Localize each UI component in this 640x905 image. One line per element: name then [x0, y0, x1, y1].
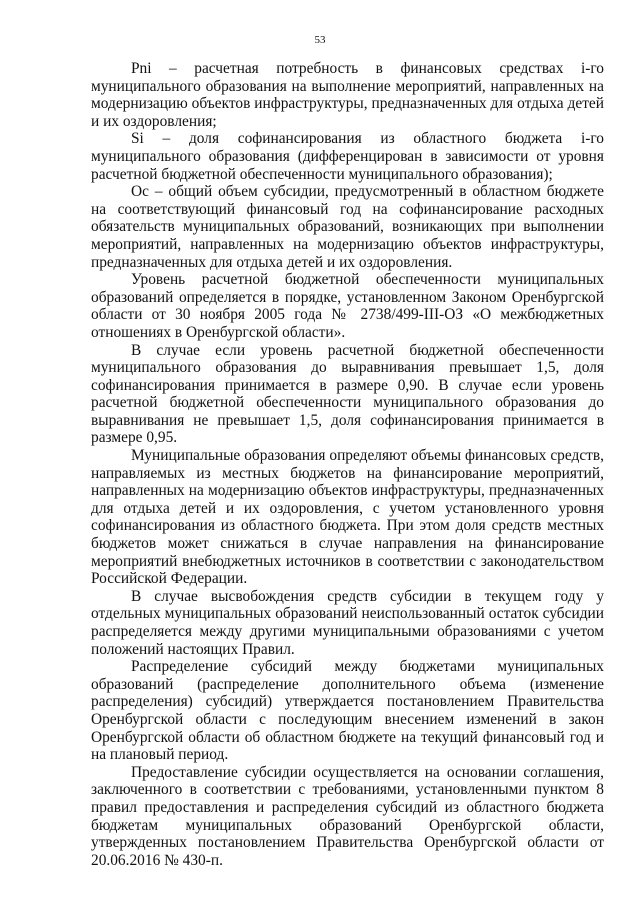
paragraph-subsidy-agreement: Предоставление субсидии осуществляется на основании соглашения, заключенного в соответствии с требованиями, установленными пунктом 8 правил предоставления и распределения субсидий из областного бюджета бюджетам муниципальных образований Оренбургской области, утвержденных постановлением Правительства Оренбургской области от 20.06.2016 № 430-п. [91, 763, 604, 869]
document-body [91, 60, 604, 869]
paragraph-pni-definition: Pni – расчетная потребность в финансовых средствах i-го муниципального образования на выполнение мероприятий, направленных на модернизацию объектов инфраструктуры, предназначенных для отдыха детей и их оздоровления; [91, 60, 604, 130]
paragraph-local-budget-volumes: Муниципальные образования определяют объемы финансовых средств, направляемых из местных бюджетов на финансирование мероприятий, направленных на модернизацию объектов инфраструктуры, предназначенных для отдыха детей и их оздоровления, с учетом установленного уровня софинансирования из областного бюджета. При этом доля средств местных бюджетов может снижаться в случае направления на финансирование мероприятий внебюджетных источников в соответствии с законодательством Российской Федерации. [91, 447, 604, 588]
paragraph-oc-definition: Ос – общий объем субсидии, предусмотренный в областном бюджете на соответствующий финансовый год на софинансирование расходных обязательств муниципальных образований, возникающих при выполнении мероприятий, направленных на модернизацию объектов инфраструктуры, предназначенных для отдыха детей и их оздоровления. [91, 183, 604, 271]
page-number: 53 [314, 34, 326, 46]
paragraph-subsidy-distribution: Распределение субсидий между бюджетами муниципальных образований (распределение дополнительного объема (изменение распределения) субсидий) утверждается постановлением Правительства Оренбургской области с последующим внесением изменений в закон Оренбургской области об областном бюджете на текущий финансовый год и на плановый период. [91, 658, 604, 764]
paragraph-si-definition: Si – доля софинансирования из областного бюджета i-го муниципального образования (дифференцирован в зависимости от уровня расчетной бюджетной обеспеченности муниципального образования); [91, 130, 604, 183]
paragraph-budget-provision-level: Уровень расчетной бюджетной обеспеченности муниципальных образований определяется в порядке, установленном Законом Оренбургской области от 30 ноября 2005 года № 2738/499-III-ОЗ «О межбюджетных отношениях в Оренбургской области». [91, 271, 604, 341]
paragraph-unused-subsidy: В случае высвобождения средств субсидии в текущем году у отдельных муниципальных образований неиспользованный остаток субсидии распределяется между другими муниципальными образованиями с учетом положений настоящих Правил. [91, 587, 604, 658]
paragraph-cofinancing-share: В случае если уровень расчетной бюджетной обеспеченности муниципального образования до выравнивания превышает 1,5, доля софинансирования принимается в размере 0,90. В случае если уровень расчетной бюджетной обеспеченности муниципального образования до выравнивания не превышает 1,5, доля софинансирования принимается в размере 0,95. [91, 341, 604, 447]
